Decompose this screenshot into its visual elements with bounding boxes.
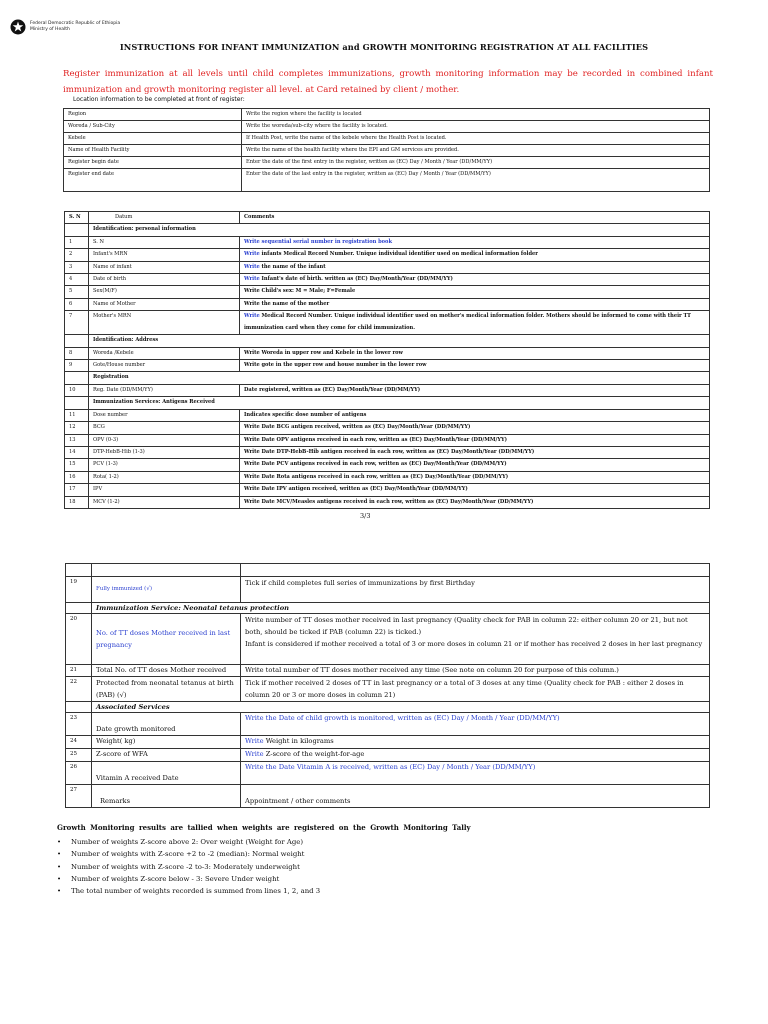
row-comment <box>240 249 710 261</box>
table-row <box>65 236 710 248</box>
table-row <box>64 121 710 133</box>
growth-monitoring-list <box>57 836 320 897</box>
table-row <box>65 409 710 421</box>
row-datum: Fully immunized (√) <box>92 577 241 603</box>
row-datum: Reg. Date (DD/MM/YY) <box>89 384 240 396</box>
row-comment <box>241 736 710 749</box>
table-row <box>65 311 710 335</box>
header-logo <box>10 19 120 35</box>
location-comment: Write the name of the health facility where the EPI and GM services are provided. <box>242 145 710 157</box>
row-number: 11 <box>65 409 89 421</box>
row-number: 17 <box>65 484 89 496</box>
header-datum: Datum <box>89 212 240 224</box>
list-item <box>57 885 320 897</box>
row-datum: Vitamin A received Date <box>92 762 241 785</box>
write-word: Write <box>244 313 260 320</box>
table-row <box>66 577 710 603</box>
list-item <box>57 873 320 885</box>
row-comment: Write Child's sex: M = Male; F=Female <box>240 286 710 298</box>
row-datum: MCV (1-2) <box>89 496 240 508</box>
row-datum: Infant's MRN <box>89 249 240 261</box>
row-number: 16 <box>65 471 89 483</box>
location-note: Location information to be completed at front of register: <box>73 96 245 103</box>
row-comment: Write Date PCV antigens received in each row, written as (EC) Day/Month/Year (DD/MM/YY) <box>240 459 710 471</box>
section-row <box>66 603 710 614</box>
table-header-row <box>65 212 710 224</box>
row-datum: Mother's MRN <box>89 311 240 335</box>
row-datum: S. N <box>89 236 240 248</box>
table-row <box>65 459 710 471</box>
write-word: Write <box>244 251 260 258</box>
star-emblem-icon <box>10 19 26 35</box>
bullet-icon: • <box>57 862 62 871</box>
comment-text: the name of the infant <box>259 263 326 270</box>
row-comment: Tick if mother received 2 doses of TT in last pregnancy or a total of 3 doses at any time (Quality check for PAB : either 2 doses in column 20 or 3 or more doses in column 21) <box>241 677 710 702</box>
table-row <box>65 261 710 273</box>
table-row <box>65 384 710 396</box>
header-sn: S. N <box>65 212 89 224</box>
row-datum: BCG <box>89 422 240 434</box>
row-number: 25 <box>66 749 92 762</box>
row-datum: Z-score of WFA <box>92 749 241 762</box>
bullet-icon: • <box>57 874 62 883</box>
row-number: 6 <box>65 298 89 310</box>
list-item-text: Number of weights with Z-score -2 to-3: Moderately underweight <box>71 862 300 871</box>
row-comment: Tick if child completes full series of immunizations by first Birthday <box>241 577 710 603</box>
row-number: 8 <box>65 347 89 359</box>
header-org-text <box>30 21 120 33</box>
row-number: 18 <box>65 496 89 508</box>
comment-text: Medical Record Number. Unique individual identifier used on mother's medical information folder. Mothers should be informed to come with their TT immunization card when they come for child immunization. <box>244 313 691 331</box>
row-number: 21 <box>66 665 92 677</box>
write-word: Write <box>244 263 260 270</box>
location-comment: If Health Post, write the name of the kebele where the Health Post is located. <box>242 133 710 145</box>
section-title: Registration <box>89 372 710 384</box>
table-row <box>64 145 710 157</box>
table-row <box>66 785 710 808</box>
comment-line-2: Infant is considered if mother received a total of 3 or more doses in column 21 or if mother has received 2 doses in her last pregnancy <box>245 640 703 648</box>
comment-line-1: Write number of TT doses mother received in last pregnancy (Quality check for PAB in column 22: either column 20 or 21, but not both, should be ticked if PAB (column 22) is ticked.) <box>245 616 688 636</box>
row-comment: Write Woreda in upper row and Kebele in the lower row <box>240 347 710 359</box>
location-comment: Enter the date of the last entry in the register, written as (EC) Day / Month / Year (DD/MM/YY) <box>242 169 710 192</box>
write-word: Write <box>245 750 264 758</box>
row-comment: Write the name of the mother <box>240 298 710 310</box>
section-title: Immunization Services: Antigens Received <box>89 397 710 409</box>
comment-text: Weight in kilograms <box>263 737 334 745</box>
table-row <box>66 665 710 677</box>
intro-text: Register immunization at all levels until child completes immunizations, growth monitoring information may be recorded in combined infant immunization and growth monitoring register all level. at Card retained by client / mother. <box>63 69 713 95</box>
row-number: 10 <box>65 384 89 396</box>
location-field: Kebele <box>64 133 242 145</box>
comment-text: infants Medical Record Number. Unique individual identifier used on medical information folder <box>259 251 538 258</box>
location-field: Name of Health Facility <box>64 145 242 157</box>
row-comment: Write Date IPV antigen received, written as (EC) Day/Month/Year (DD/MM/YY) <box>240 484 710 496</box>
row-number: 22 <box>66 677 92 702</box>
row-comment <box>241 749 710 762</box>
row-datum: Name of infant <box>89 261 240 273</box>
row-comment: Write sequential serial number in registration book <box>240 236 710 248</box>
comment-text: Z-score of the weight-for-age <box>263 750 365 758</box>
row-comment: Write Date BCG antigen received, written as (EC) Day/Month/Year (DD/MM/YY) <box>240 422 710 434</box>
row-datum: DTP-HebB-Hib (1-3) <box>89 446 240 458</box>
row-comment: Write Date DTP-HebB-Hib antigen received in each row, written as (EC) Day/Month/Year (DD/MM/YY) <box>240 446 710 458</box>
bullet-icon: • <box>57 887 62 896</box>
row-comment: Appointment / other comments <box>241 785 710 808</box>
table-row <box>65 249 710 261</box>
row-number: 20 <box>66 614 92 665</box>
row-datum: Date of birth <box>89 274 240 286</box>
table-row <box>65 286 710 298</box>
table-row <box>64 169 710 192</box>
row-number: 7 <box>65 311 89 335</box>
growth-monitoring-heading: Growth Monitoring results are tallied when weights are registered on the Growth Monitoring Tally <box>57 823 471 832</box>
row-number: 12 <box>65 422 89 434</box>
row-datum: Woreda /Kebele <box>89 347 240 359</box>
section-row <box>65 397 710 409</box>
org-line-1: Federal Democratic Republic of Ethiopia <box>30 21 121 26</box>
row-datum: PCV (1-3) <box>89 459 240 471</box>
page-number: 3/3 <box>360 512 371 520</box>
row-number: 27 <box>66 785 92 808</box>
table-row <box>64 133 710 145</box>
table-row <box>64 109 710 121</box>
list-item <box>57 836 320 848</box>
table-row <box>65 434 710 446</box>
table-row <box>64 157 710 169</box>
table-row <box>65 347 710 359</box>
comment-text: Infant's date of birth. written as (EC) Day/Month/Year (DD/MM/YY) <box>259 276 453 283</box>
row-datum: Date growth monitored <box>92 713 241 736</box>
row-comment: Date registered, written as (EC) Day/Month/Year (DD/MM/YY) <box>240 384 710 396</box>
table-row <box>65 274 710 286</box>
table-row <box>65 422 710 434</box>
bullet-icon: • <box>57 850 62 859</box>
row-number: 23 <box>66 713 92 736</box>
row-datum: IPV <box>89 484 240 496</box>
table-row <box>65 471 710 483</box>
row-comment: Write the Date of child growth is monitored, written as (EC) Day / Month / Year (DD/MM/YY) <box>241 713 710 736</box>
row-datum: Gote/House number <box>89 360 240 372</box>
table-row <box>65 298 710 310</box>
location-comment: Write the woreda/sub-city where the facility is located. <box>242 121 710 133</box>
row-number: 24 <box>66 736 92 749</box>
row-number: 2 <box>65 249 89 261</box>
row-comment <box>240 274 710 286</box>
table-row <box>66 749 710 762</box>
table-row <box>66 713 710 736</box>
row-comment: Write Date Rota antigens received in each row, written as (EC) Day/Month/Year (DD/MM/YY) <box>240 471 710 483</box>
row-comment: Write the Date Vitamin A is received, written as (EC) Day / Month / Year (DD/MM/YY) <box>241 762 710 785</box>
row-datum: Rota( 1-2) <box>89 471 240 483</box>
row-datum: OPV (0-3) <box>89 434 240 446</box>
table-header-row <box>66 564 710 577</box>
table-row <box>65 496 710 508</box>
row-datum: Weight( kg) <box>92 736 241 749</box>
location-field: Woreda / Sub-City <box>64 121 242 133</box>
row-comment: Write Date MCV/Measles antigens received in each row, written as (EC) Day/Month/Year (DD/MM/YY) <box>240 496 710 508</box>
list-item-text: Number of weights Z-score below - 3: Severe Under weight <box>71 874 280 883</box>
table-row <box>66 762 710 785</box>
table-row <box>66 677 710 702</box>
org-line-2: Ministry of Health <box>30 27 70 32</box>
row-datum: Sex(M/F) <box>89 286 240 298</box>
row-number: 14 <box>65 446 89 458</box>
row-comment: Write gote in the upper row and house number in the lower row <box>240 360 710 372</box>
row-number: 13 <box>65 434 89 446</box>
row-comment: Indicates specific dose number of antigens <box>240 409 710 421</box>
list-item-text: Number of weights with Z-score +2 to -2 (median): Normal weight <box>71 850 305 859</box>
row-datum: Protected from neonatal tetanus at birth (PAB) (√) <box>92 677 241 702</box>
row-comment: Write total number of TT doses mother received any time (See note on column 20 for purpose of this column.) <box>241 665 710 677</box>
row-number: 26 <box>66 762 92 785</box>
row-number: 9 <box>65 360 89 372</box>
location-field: Register begin date <box>64 157 242 169</box>
row-comment <box>241 614 710 665</box>
bullet-icon: • <box>57 838 62 846</box>
write-word: Write <box>245 737 264 745</box>
list-item-text: The total number of weights recorded is summed from lines 1, 2, and 3 <box>71 887 321 896</box>
row-number: 5 <box>65 286 89 298</box>
section-title: Associated Services <box>92 702 710 713</box>
page-title: INSTRUCTIONS FOR INFANT IMMUNIZATION and GROWTH MONITORING REGISTRATION AT ALL FACILITIES <box>119 42 649 52</box>
row-number: 15 <box>65 459 89 471</box>
datum-table <box>64 211 710 509</box>
row-number: 4 <box>65 274 89 286</box>
section-row <box>65 224 710 236</box>
table-row <box>65 484 710 496</box>
location-table <box>63 108 710 192</box>
table-row <box>65 446 710 458</box>
section-row <box>65 372 710 384</box>
row-datum: Name of Mother <box>89 298 240 310</box>
write-word: Write <box>244 276 260 283</box>
table-row <box>65 360 710 372</box>
row-comment: Write Date OPV antigens received in each row, written as (EC) Day/Month/Year (DD/MM/YY) <box>240 434 710 446</box>
row-datum: No. of TT doses Mother received in last pregnancy <box>92 614 241 665</box>
row-number: 3 <box>65 261 89 273</box>
header-comments: Comments <box>240 212 710 224</box>
section-title: Identification: Address <box>89 335 710 347</box>
section-row <box>66 702 710 713</box>
section-row <box>65 335 710 347</box>
row-number: 19 <box>66 577 92 603</box>
list-item <box>57 848 320 860</box>
tetanus-growth-table <box>65 563 710 808</box>
section-title: Identification: personal information <box>89 224 710 236</box>
row-comment <box>240 311 710 335</box>
table-row <box>66 614 710 665</box>
location-field: Register end date <box>64 169 242 192</box>
row-datum: Dose number <box>89 409 240 421</box>
row-datum: Total No. of TT doses Mother received <box>92 665 241 677</box>
row-comment <box>240 261 710 273</box>
location-field: Region <box>64 109 242 121</box>
list-item <box>57 861 320 873</box>
section-title: Immunization Service: Neonatal tetanus protection <box>92 603 710 614</box>
location-comment: Write the region where the facility is located <box>242 109 710 121</box>
list-item-text: Number of weights Z-score above 2: Over weight (Weight for Age) <box>71 838 304 846</box>
location-comment: Enter the date of the first entry in the register, written as (EC) Day / Month / Year (DD/MM/YY) <box>242 157 710 169</box>
table-row <box>66 736 710 749</box>
row-datum: Remarks <box>92 785 241 808</box>
row-number: 1 <box>65 236 89 248</box>
